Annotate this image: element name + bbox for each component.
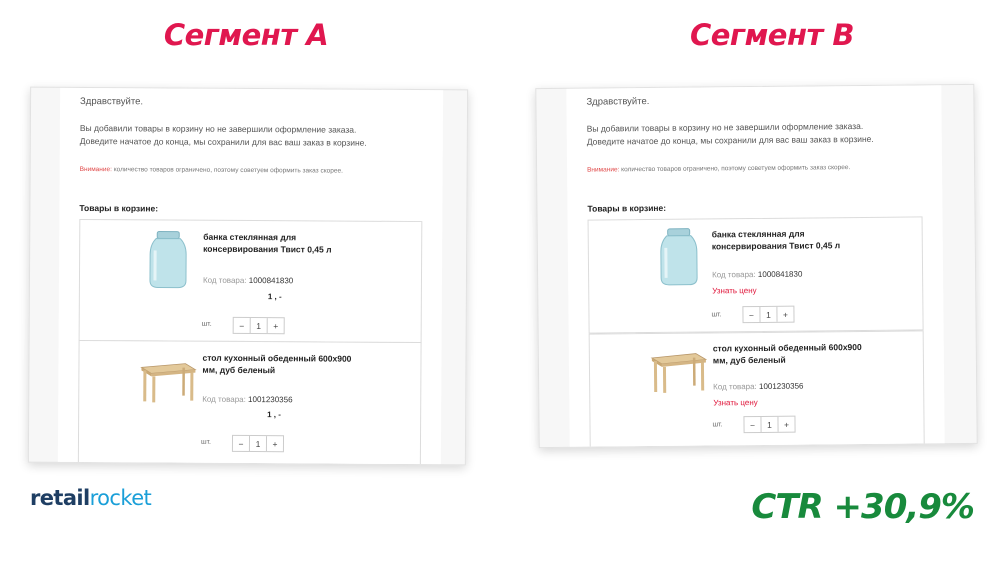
ctr-result: CTR +30,9% [751, 487, 974, 527]
item-name[interactable] [713, 341, 883, 367]
item-code-value: 1001230356 [758, 381, 804, 391]
warning-label: Внимание: [79, 165, 112, 174]
qty-label: шт. [712, 421, 723, 429]
quantity-stepper [742, 306, 794, 323]
item-name[interactable] [202, 352, 372, 377]
item-price: 1 , - [267, 410, 281, 420]
item-name-line: стол кухонный обеденный 600x900 [712, 341, 862, 354]
qty-label: шт. [201, 320, 212, 328]
item-code-label: Код товара: [713, 381, 760, 392]
logo-part-rocket: rocket [89, 486, 152, 510]
item-code-value: 1001230356 [248, 395, 293, 405]
cart-item [79, 219, 423, 343]
item-code-value: 1000841830 [248, 276, 294, 286]
warning-text: количество товаров ограничено, поэтому советуем оформить заказ скорее. [111, 166, 343, 175]
item-code [712, 270, 802, 280]
check-price-link[interactable]: Узнать цену [712, 285, 757, 296]
item-code-value: 1000841830 [757, 269, 803, 279]
qty-increase-button[interactable]: + [267, 318, 284, 333]
qty-label: шт. [711, 311, 722, 319]
item-name-line: мм, дуб беленый [712, 354, 786, 366]
segment-b-title: Сегмент В [689, 18, 855, 52]
qty-decrease-button[interactable]: − [748, 309, 754, 320]
quantity-stepper [743, 416, 795, 433]
warning-text: количество товаров ограничено, поэтому советуем оформить заказ скорее. [619, 164, 851, 174]
stock-warning [80, 166, 343, 175]
qty-decrease-button[interactable]: − [749, 419, 756, 430]
cart-item [78, 340, 422, 464]
qty-decrease-button[interactable]: − [238, 438, 244, 449]
item-code-label: Код товара: [712, 269, 758, 280]
quantity-stepper [232, 435, 284, 452]
qty-decrease-button[interactable]: − [239, 320, 245, 331]
segment-a-email-preview [28, 87, 468, 466]
qty-increase-button[interactable]: + [776, 307, 793, 322]
email-body [566, 85, 944, 447]
email-greeting: Здравствуйте. [586, 96, 650, 108]
cart-title: Товары в корзине: [587, 202, 667, 214]
email-intro [80, 122, 430, 150]
item-name-line: стол кухонный обеденный 600x900 [202, 352, 352, 364]
qty-value[interactable]: 1 [250, 318, 267, 333]
intro-line: Доведите начатое до конца, мы сохранили для вас ваш заказ в корзине. [79, 135, 367, 148]
item-code-label: Код товара: [202, 394, 249, 405]
item-name[interactable] [712, 227, 882, 253]
email-body [58, 88, 443, 464]
item-name-line: банка стеклянная для [711, 228, 805, 240]
cart-title: Товары в корзине: [79, 202, 159, 214]
stock-warning [587, 164, 850, 174]
qty-value[interactable]: 1 [249, 436, 266, 451]
item-name-line: консервирования Твист 0,45 л [203, 243, 332, 255]
cart-item [588, 216, 924, 333]
email-greeting: Здравствуйте. [80, 95, 144, 108]
qty-increase-button[interactable]: + [266, 436, 283, 451]
intro-line: Вы добавили товары в корзину но не завершили оформление заказа. [586, 120, 864, 134]
glass-jar-image [659, 228, 700, 286]
email-intro [587, 119, 937, 148]
glass-jar-image [148, 230, 188, 288]
intro-line: Вы добавили товары в корзину но не завершили оформление заказа. [79, 122, 357, 135]
kitchen-table-image [648, 349, 708, 394]
item-code [202, 395, 292, 405]
warning-label: Внимание: [587, 166, 620, 174]
item-code [713, 382, 803, 392]
qty-increase-button[interactable]: + [777, 417, 794, 432]
item-price: 1 , - [267, 292, 282, 302]
retailrocket-logo [30, 486, 151, 510]
segment-a-title: Сегмент А [163, 18, 329, 52]
cart-item [589, 330, 925, 446]
qty-value[interactable]: 1 [760, 417, 777, 432]
qty-value[interactable]: 1 [759, 307, 776, 322]
check-price-link[interactable]: Узнать цену [713, 397, 758, 408]
item-name-line: мм, дуб беленый [202, 364, 276, 376]
item-name-line: консервирования Твист 0,45 л [711, 240, 841, 252]
segment-b-email-preview [535, 84, 977, 448]
intro-line: Доведите начатое до конца, мы сохранили для вас ваш заказ в корзине. [586, 133, 874, 147]
item-name[interactable] [203, 231, 373, 256]
item-code [203, 276, 293, 286]
kitchen-table-image [137, 359, 197, 403]
quantity-stepper [233, 317, 285, 334]
item-code-label: Код товара: [202, 275, 249, 286]
item-name-line: банка стеклянная для [203, 231, 297, 243]
logo-part-retail: retail [30, 486, 90, 510]
qty-label: шт. [200, 438, 212, 446]
